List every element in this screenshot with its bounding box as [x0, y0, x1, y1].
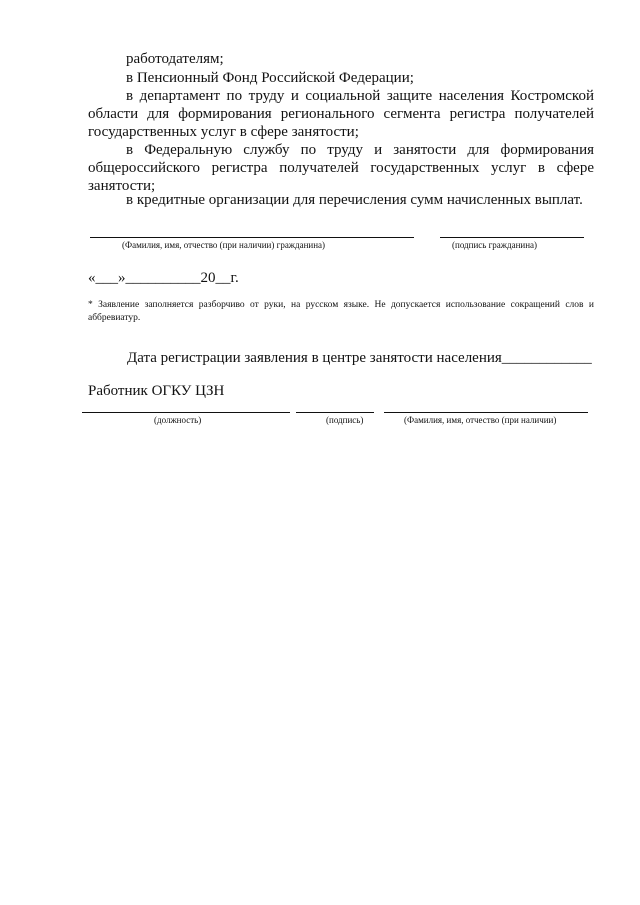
- position-line: [82, 412, 290, 413]
- paragraph-employers: работодателям;: [126, 51, 224, 67]
- worker-signature-caption: (подпись): [326, 415, 364, 425]
- registration-date-line: Дата регистрации заявления в центре занятости населения____________: [127, 350, 592, 366]
- worker-name-line: [384, 412, 588, 413]
- worker-title: Работник ОГКУ ЦЗН: [88, 383, 225, 399]
- paragraph-labor-department: в департамент по труду и социальной защите населения Костромской области для формирования регионального сегмента регистра получателей государственных услуг в сфере занятости;: [88, 88, 594, 140]
- worker-signature-line: [296, 412, 374, 413]
- paragraph-pension-fund: в Пенсионный Фонд Российской Федерации;: [126, 70, 414, 86]
- paragraph-credit-organizations: в кредитные организации для перечисления сумм начисленных выплат.: [126, 192, 583, 208]
- footnote: * Заявление заполняется разборчиво от руки, на русском языке. Не допускается использование сокращений слов и аббревиатур.: [88, 300, 594, 323]
- citizen-signature-line: [440, 237, 584, 238]
- citizen-name-line: [90, 237, 414, 238]
- citizen-signature-caption: (подпись гражданина): [452, 240, 538, 250]
- worker-name-caption: (Фамилия, имя, отчество (при наличии): [404, 415, 557, 425]
- date-line: «___»__________20__г.: [88, 270, 239, 286]
- paragraph-federal-service: в Федеральную службу по труду и занятости для формирования общероссийского регистра получателей государственных услуг в сфере занятости;: [88, 142, 594, 194]
- citizen-name-caption: (Фамилия, имя, отчество (при наличии) гражданина): [122, 240, 326, 250]
- position-caption: (должность): [154, 415, 202, 425]
